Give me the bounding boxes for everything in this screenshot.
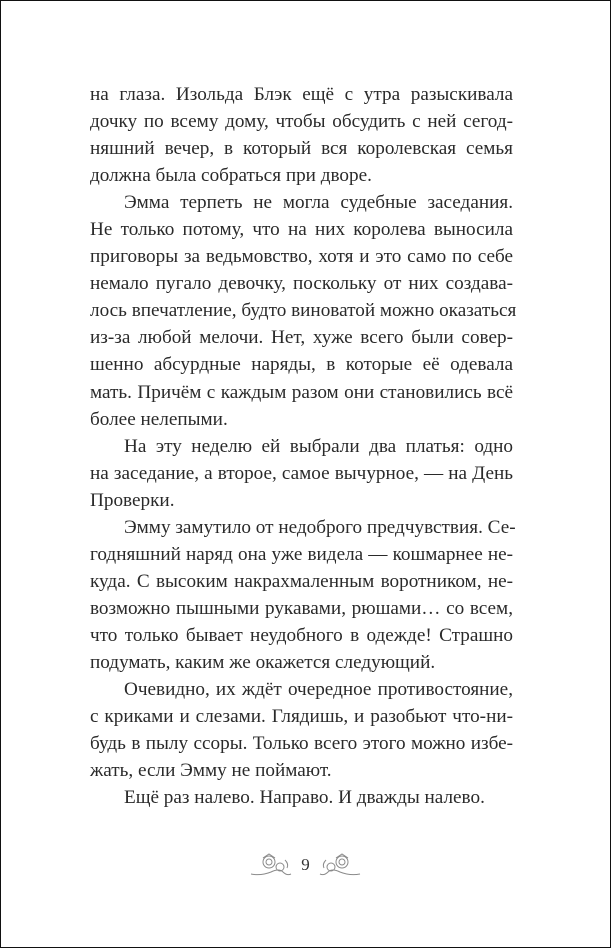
text-line: Эмму замутило от недоброго предчувствия. Се- xyxy=(124,516,516,538)
text-line: шенно абсурдные наряды, в которые её одевала xyxy=(90,354,513,376)
text-line: жать, если Эмму не поймают. xyxy=(90,760,332,782)
text-line: Ещё раз налево. Направо. И дважды налево. xyxy=(124,787,485,809)
text-line: Эмма терпеть не могла судебные заседания. xyxy=(124,192,513,214)
text-line: годняшний наряд она уже видела — кошмарнее не- xyxy=(90,543,513,565)
text-line: будь в пылу ссоры. Только всего этого можно избе- xyxy=(90,733,513,755)
text-line: Проверки. xyxy=(90,489,175,511)
page-footer xyxy=(0,852,611,878)
text-line: мать. Причём с каждым разом они становились всё xyxy=(90,381,513,403)
text-line: куда. С высоким накрахмаленным воротником, не- xyxy=(90,570,513,592)
page-number: 9 xyxy=(301,855,310,874)
text-line: Не только потому, что на них королева выносила xyxy=(90,219,513,241)
text-line: На эту неделю ей выбрали два платья: одно xyxy=(124,435,513,457)
text-line: дочку по всему дому, чтобы обсудить с ней сегод- xyxy=(90,111,513,133)
text-line: на глаза. Изольда Блэк ещё с утра разыскивала xyxy=(90,84,513,105)
book-text xyxy=(90,81,517,811)
text-line: должна была собраться при дворе. xyxy=(90,165,372,187)
text-line: с криками и слезами. Глядишь, и разобьют что-ни- xyxy=(90,706,513,728)
text-line: что только бывает неудобного в одежде! Страшно xyxy=(90,624,513,646)
floral-ornament-right-icon xyxy=(318,852,362,878)
text-line: няшний вечер, в который вся королевская семья xyxy=(90,138,513,160)
text-line: приговоры за ведьмовство, хотя и это само по себе xyxy=(90,246,513,268)
text-line: подумать, каким же окажется следующий. xyxy=(90,651,436,673)
text-line: более нелепыми. xyxy=(90,408,228,430)
text-line: из-за любой мелочи. Нет, хуже всего были совер- xyxy=(90,327,513,349)
text-line: Очевидно, их ждёт очередное противостояние, xyxy=(124,679,513,701)
floral-ornament-left-icon xyxy=(249,852,293,878)
text-line: немало пугало девочку, поскольку от них создава- xyxy=(90,273,513,295)
text-line: на заседание, а второе, самое вычурное, — на День xyxy=(90,462,513,484)
text-line: возможно пышными рукавами, рюшами… со всем, xyxy=(90,597,513,619)
text-line: лось впечатление, будто виноватой можно оказаться xyxy=(90,300,517,322)
